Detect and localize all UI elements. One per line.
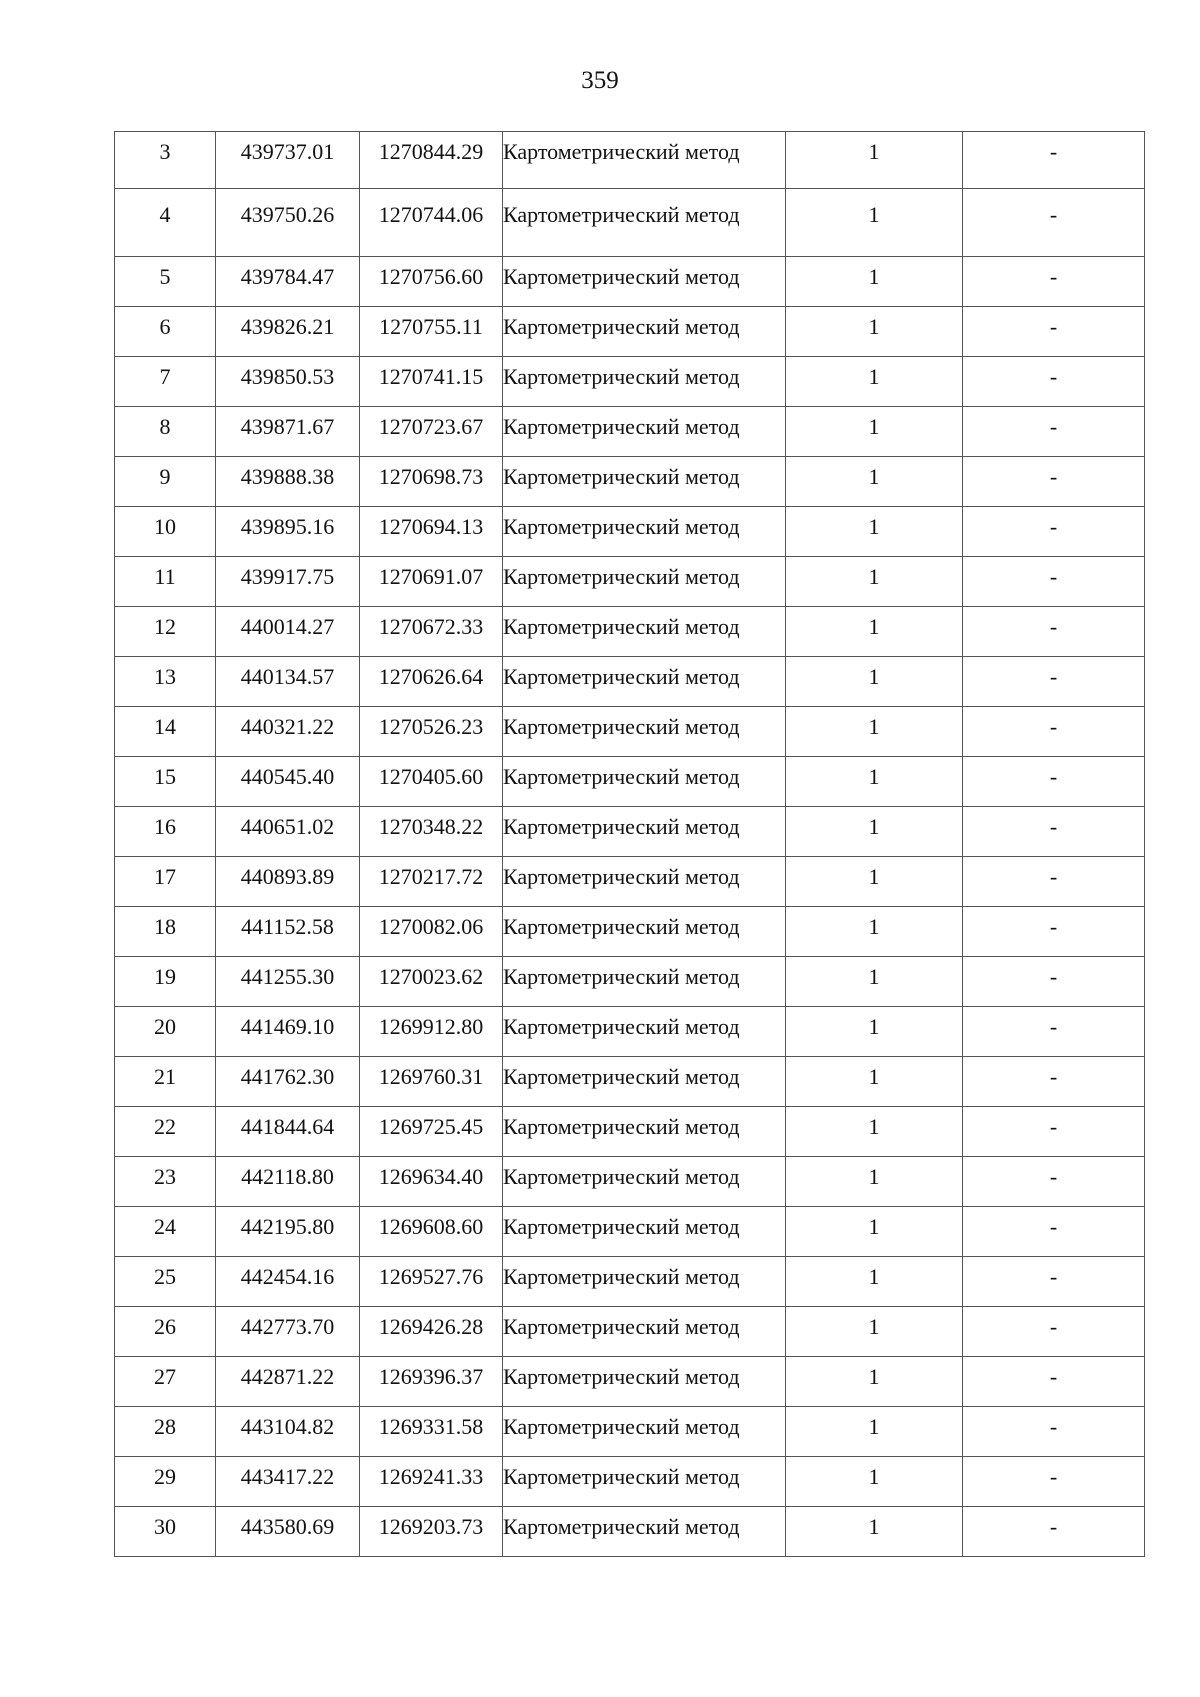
point-number-cell: 13 — [115, 657, 216, 707]
method-cell: Картометрический метод — [503, 1407, 786, 1457]
method-cell: Картометрический метод — [503, 857, 786, 907]
accuracy-cell: 1 — [786, 807, 963, 857]
description-cell: - — [963, 407, 1145, 457]
method-cell: Картометрический метод — [503, 1007, 786, 1057]
coord-y-cell: 1270741.15 — [360, 357, 503, 407]
coord-y-cell: 1269760.31 — [360, 1057, 503, 1107]
point-number-cell: 18 — [115, 907, 216, 957]
description-cell: - — [963, 132, 1145, 189]
accuracy-cell: 1 — [786, 1457, 963, 1507]
coord-x-cell: 441152.58 — [216, 907, 360, 957]
coord-y-cell: 1270694.13 — [360, 507, 503, 557]
coord-x-cell: 442195.80 — [216, 1207, 360, 1257]
table-row — [115, 1507, 1145, 1557]
description-cell: - — [963, 1107, 1145, 1157]
description-cell: - — [963, 1407, 1145, 1457]
table-row — [115, 407, 1145, 457]
method-cell: Картометрический метод — [503, 1357, 786, 1407]
coord-y-cell: 1270023.62 — [360, 957, 503, 1007]
point-number-cell: 21 — [115, 1057, 216, 1107]
description-cell: - — [963, 507, 1145, 557]
coord-x-cell: 443104.82 — [216, 1407, 360, 1457]
coord-x-cell: 441844.64 — [216, 1107, 360, 1157]
table-row — [115, 507, 1145, 557]
table-row — [115, 1357, 1145, 1407]
coord-y-cell: 1269203.73 — [360, 1507, 503, 1557]
coord-y-cell: 1269331.58 — [360, 1407, 503, 1457]
point-number-cell: 27 — [115, 1357, 216, 1407]
coord-x-cell: 439917.75 — [216, 557, 360, 607]
description-cell: - — [963, 607, 1145, 657]
coord-x-cell: 439784.47 — [216, 257, 360, 307]
coord-y-cell: 1270405.60 — [360, 757, 503, 807]
point-number-cell: 8 — [115, 407, 216, 457]
point-number-cell: 24 — [115, 1207, 216, 1257]
accuracy-cell: 1 — [786, 1107, 963, 1157]
description-cell: - — [963, 1057, 1145, 1107]
coord-y-cell: 1269426.28 — [360, 1307, 503, 1357]
coord-y-cell: 1270755.11 — [360, 307, 503, 357]
accuracy-cell: 1 — [786, 1057, 963, 1107]
table-row — [115, 1307, 1145, 1357]
point-number-cell: 7 — [115, 357, 216, 407]
description-cell: - — [963, 1457, 1145, 1507]
coord-x-cell: 442773.70 — [216, 1307, 360, 1357]
coord-y-cell: 1269912.80 — [360, 1007, 503, 1057]
table-row — [115, 1057, 1145, 1107]
accuracy-cell: 1 — [786, 857, 963, 907]
description-cell: - — [963, 1357, 1145, 1407]
description-cell: - — [963, 957, 1145, 1007]
coord-y-cell: 1270626.64 — [360, 657, 503, 707]
method-cell: Картометрический метод — [503, 807, 786, 857]
coord-x-cell: 439895.16 — [216, 507, 360, 557]
accuracy-cell: 1 — [786, 1007, 963, 1057]
method-cell: Картометрический метод — [503, 189, 786, 257]
accuracy-cell: 1 — [786, 307, 963, 357]
table-row — [115, 907, 1145, 957]
coord-y-cell: 1269608.60 — [360, 1207, 503, 1257]
point-number-cell: 4 — [115, 189, 216, 257]
coord-x-cell: 440651.02 — [216, 807, 360, 857]
accuracy-cell: 1 — [786, 132, 963, 189]
table-row — [115, 1157, 1145, 1207]
method-cell: Картометрический метод — [503, 132, 786, 189]
coord-x-cell: 440134.57 — [216, 657, 360, 707]
method-cell: Картометрический метод — [503, 507, 786, 557]
point-number-cell: 5 — [115, 257, 216, 307]
description-cell: - — [963, 807, 1145, 857]
table-row — [115, 957, 1145, 1007]
accuracy-cell: 1 — [786, 357, 963, 407]
description-cell: - — [963, 707, 1145, 757]
method-cell: Картометрический метод — [503, 757, 786, 807]
coord-x-cell: 441762.30 — [216, 1057, 360, 1107]
method-cell: Картометрический метод — [503, 1107, 786, 1157]
coord-y-cell: 1269396.37 — [360, 1357, 503, 1407]
coord-y-cell: 1269725.45 — [360, 1107, 503, 1157]
coordinates-table — [114, 131, 1145, 1557]
point-number-cell: 16 — [115, 807, 216, 857]
point-number-cell: 17 — [115, 857, 216, 907]
point-number-cell: 22 — [115, 1107, 216, 1157]
coord-y-cell: 1270348.22 — [360, 807, 503, 857]
description-cell: - — [963, 189, 1145, 257]
coord-x-cell: 443580.69 — [216, 1507, 360, 1557]
method-cell: Картометрический метод — [503, 657, 786, 707]
table-row — [115, 607, 1145, 657]
point-number-cell: 28 — [115, 1407, 216, 1457]
table-row — [115, 557, 1145, 607]
table-row — [115, 189, 1145, 257]
description-cell: - — [963, 557, 1145, 607]
coord-y-cell: 1270698.73 — [360, 457, 503, 507]
description-cell: - — [963, 1507, 1145, 1557]
table-row — [115, 307, 1145, 357]
accuracy-cell: 1 — [786, 1157, 963, 1207]
accuracy-cell: 1 — [786, 1207, 963, 1257]
accuracy-cell: 1 — [786, 657, 963, 707]
table-row — [115, 457, 1145, 507]
accuracy-cell: 1 — [786, 1307, 963, 1357]
point-number-cell: 6 — [115, 307, 216, 357]
method-cell: Картометрический метод — [503, 907, 786, 957]
point-number-cell: 12 — [115, 607, 216, 657]
accuracy-cell: 1 — [786, 457, 963, 507]
accuracy-cell: 1 — [786, 757, 963, 807]
description-cell: - — [963, 457, 1145, 507]
method-cell: Картометрический метод — [503, 407, 786, 457]
coord-y-cell: 1270756.60 — [360, 257, 503, 307]
method-cell: Картометрический метод — [503, 1457, 786, 1507]
point-number-cell: 15 — [115, 757, 216, 807]
point-number-cell: 25 — [115, 1257, 216, 1307]
table-row — [115, 757, 1145, 807]
coord-x-cell: 440014.27 — [216, 607, 360, 657]
accuracy-cell: 1 — [786, 607, 963, 657]
method-cell: Картометрический метод — [503, 707, 786, 757]
coord-x-cell: 442454.16 — [216, 1257, 360, 1307]
table-row — [115, 1207, 1145, 1257]
point-number-cell: 29 — [115, 1457, 216, 1507]
table-row — [115, 1107, 1145, 1157]
description-cell: - — [963, 1157, 1145, 1207]
description-cell: - — [963, 357, 1145, 407]
coord-y-cell: 1270217.72 — [360, 857, 503, 907]
point-number-cell: 9 — [115, 457, 216, 507]
table-row — [115, 1257, 1145, 1307]
coord-y-cell: 1270672.33 — [360, 607, 503, 657]
coord-x-cell: 442118.80 — [216, 1157, 360, 1207]
description-cell: - — [963, 657, 1145, 707]
accuracy-cell: 1 — [786, 1507, 963, 1557]
method-cell: Картометрический метод — [503, 1307, 786, 1357]
accuracy-cell: 1 — [786, 1257, 963, 1307]
accuracy-cell: 1 — [786, 507, 963, 557]
point-number-cell: 30 — [115, 1507, 216, 1557]
coord-y-cell: 1270723.67 — [360, 407, 503, 457]
coord-y-cell: 1269634.40 — [360, 1157, 503, 1207]
accuracy-cell: 1 — [786, 407, 963, 457]
table-row — [115, 257, 1145, 307]
table-row — [115, 1457, 1145, 1507]
coord-y-cell: 1269527.76 — [360, 1257, 503, 1307]
description-cell: - — [963, 307, 1145, 357]
method-cell: Картометрический метод — [503, 357, 786, 407]
coord-x-cell: 441469.10 — [216, 1007, 360, 1057]
accuracy-cell: 1 — [786, 707, 963, 757]
point-number-cell: 3 — [115, 132, 216, 189]
coord-y-cell: 1269241.33 — [360, 1457, 503, 1507]
coord-x-cell: 439737.01 — [216, 132, 360, 189]
description-cell: - — [963, 1257, 1145, 1307]
accuracy-cell: 1 — [786, 907, 963, 957]
accuracy-cell: 1 — [786, 189, 963, 257]
description-cell: - — [963, 907, 1145, 957]
coord-x-cell: 442871.22 — [216, 1357, 360, 1407]
coordinates-table-body — [115, 132, 1145, 1557]
method-cell: Картометрический метод — [503, 557, 786, 607]
table-row — [115, 707, 1145, 757]
coord-x-cell: 439871.67 — [216, 407, 360, 457]
accuracy-cell: 1 — [786, 257, 963, 307]
coord-x-cell: 441255.30 — [216, 957, 360, 1007]
description-cell: - — [963, 1307, 1145, 1357]
table-row — [115, 132, 1145, 189]
accuracy-cell: 1 — [786, 957, 963, 1007]
method-cell: Картометрический метод — [503, 1057, 786, 1107]
method-cell: Картометрический метод — [503, 1207, 786, 1257]
method-cell: Картометрический метод — [503, 307, 786, 357]
method-cell: Картометрический метод — [503, 1507, 786, 1557]
method-cell: Картометрический метод — [503, 457, 786, 507]
accuracy-cell: 1 — [786, 557, 963, 607]
coord-y-cell: 1270744.06 — [360, 189, 503, 257]
coord-x-cell: 440321.22 — [216, 707, 360, 757]
coord-x-cell: 440893.89 — [216, 857, 360, 907]
coord-y-cell: 1270691.07 — [360, 557, 503, 607]
point-number-cell: 11 — [115, 557, 216, 607]
coord-x-cell: 439888.38 — [216, 457, 360, 507]
table-row — [115, 807, 1145, 857]
coord-y-cell: 1270526.23 — [360, 707, 503, 757]
table-row — [115, 357, 1145, 407]
description-cell: - — [963, 757, 1145, 807]
accuracy-cell: 1 — [786, 1407, 963, 1457]
table-row — [115, 657, 1145, 707]
coord-x-cell: 443417.22 — [216, 1457, 360, 1507]
coord-x-cell: 439850.53 — [216, 357, 360, 407]
coord-x-cell: 439750.26 — [216, 189, 360, 257]
description-cell: - — [963, 257, 1145, 307]
description-cell: - — [963, 857, 1145, 907]
method-cell: Картометрический метод — [503, 1257, 786, 1307]
point-number-cell: 26 — [115, 1307, 216, 1357]
point-number-cell: 20 — [115, 1007, 216, 1057]
table-row — [115, 1007, 1145, 1057]
table-row — [115, 857, 1145, 907]
coord-y-cell: 1270082.06 — [360, 907, 503, 957]
description-cell: - — [963, 1007, 1145, 1057]
method-cell: Картометрический метод — [503, 957, 786, 1007]
point-number-cell: 19 — [115, 957, 216, 1007]
method-cell: Картометрический метод — [503, 1157, 786, 1207]
method-cell: Картометрический метод — [503, 607, 786, 657]
page-number: 359 — [581, 67, 619, 94]
description-cell: - — [963, 1207, 1145, 1257]
method-cell: Картометрический метод — [503, 257, 786, 307]
point-number-cell: 23 — [115, 1157, 216, 1207]
point-number-cell: 10 — [115, 507, 216, 557]
coord-x-cell: 440545.40 — [216, 757, 360, 807]
coord-x-cell: 439826.21 — [216, 307, 360, 357]
point-number-cell: 14 — [115, 707, 216, 757]
coord-y-cell: 1270844.29 — [360, 132, 503, 189]
table-row — [115, 1407, 1145, 1457]
accuracy-cell: 1 — [786, 1357, 963, 1407]
